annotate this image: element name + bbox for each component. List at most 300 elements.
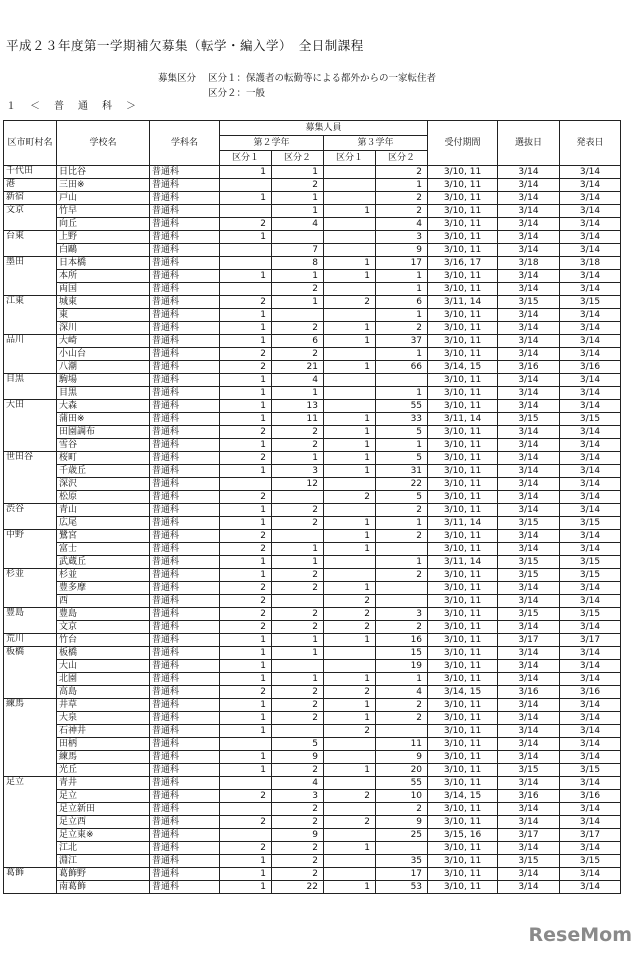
table-row bbox=[4, 192, 621, 205]
cell-g2-kubun1: 2 bbox=[220, 621, 272, 634]
cell-announce: 3/14 bbox=[560, 387, 621, 400]
cell-g2-kubun1 bbox=[220, 205, 272, 218]
cell-school: 向丘 bbox=[57, 218, 150, 231]
cell-selection: 3/15 bbox=[498, 413, 560, 426]
table-row bbox=[4, 725, 621, 738]
cell-city: 文京 bbox=[4, 205, 57, 231]
cell-g3-kubun1: 1 bbox=[324, 543, 376, 556]
cell-g2-kubun2 bbox=[272, 595, 324, 608]
cell-reception: 3/10, 11 bbox=[428, 855, 498, 868]
cell-selection: 3/14 bbox=[498, 491, 560, 504]
cell-announce: 3/15 bbox=[560, 569, 621, 582]
cell-g3-kubun2: 1 bbox=[376, 270, 428, 283]
cell-selection: 3/15 bbox=[498, 855, 560, 868]
cell-reception: 3/10, 11 bbox=[428, 751, 498, 764]
cell-g3-kubun1: 1 bbox=[324, 322, 376, 335]
cell-reception: 3/10, 11 bbox=[428, 634, 498, 647]
cell-school: 足立西 bbox=[57, 816, 150, 829]
cell-reception: 3/10, 11 bbox=[428, 205, 498, 218]
cell-g2-kubun2: 2 bbox=[272, 322, 324, 335]
cell-course: 普通科 bbox=[150, 881, 220, 894]
cell-g3-kubun2: 16 bbox=[376, 634, 428, 647]
cell-g3-kubun2: 2 bbox=[376, 621, 428, 634]
cell-selection: 3/14 bbox=[498, 270, 560, 283]
cell-selection: 3/16 bbox=[498, 361, 560, 374]
cell-g3-kubun1: 1 bbox=[324, 712, 376, 725]
cell-g2-kubun1: 1 bbox=[220, 569, 272, 582]
cell-selection: 3/14 bbox=[498, 842, 560, 855]
page-title: 平成２３年度第一学期補欠募集（転学・編入学） 全日制課程 bbox=[6, 38, 364, 53]
cell-course: 普通科 bbox=[150, 569, 220, 582]
cell-school: 田柄 bbox=[57, 738, 150, 751]
cell-g3-kubun1: 1 bbox=[324, 699, 376, 712]
cell-school: 戸山 bbox=[57, 192, 150, 205]
cell-course: 普通科 bbox=[150, 218, 220, 231]
cell-school: 文京 bbox=[57, 621, 150, 634]
cell-g2-kubun2: 11 bbox=[272, 413, 324, 426]
cell-g2-kubun1: 1 bbox=[220, 192, 272, 205]
cell-school: 西 bbox=[57, 595, 150, 608]
cell-g2-kubun1: 1 bbox=[220, 413, 272, 426]
cell-g3-kubun1: 1 bbox=[324, 465, 376, 478]
cell-g2-kubun2: 2 bbox=[272, 582, 324, 595]
cell-city: 品川 bbox=[4, 335, 57, 374]
header-selection: 選抜日 bbox=[498, 121, 560, 166]
table-row bbox=[4, 309, 621, 322]
cell-g3-kubun1 bbox=[324, 569, 376, 582]
cell-g2-kubun1: 2 bbox=[220, 790, 272, 803]
cell-g3-kubun2: 1 bbox=[376, 348, 428, 361]
table-row bbox=[4, 283, 621, 296]
cell-g2-kubun2: 4 bbox=[272, 374, 324, 387]
cell-selection: 3/14 bbox=[498, 205, 560, 218]
cell-selection: 3/15 bbox=[498, 296, 560, 309]
cell-school: 杉並 bbox=[57, 569, 150, 582]
cell-announce: 3/16 bbox=[560, 686, 621, 699]
cell-g3-kubun1: 2 bbox=[324, 790, 376, 803]
table-row bbox=[4, 400, 621, 413]
cell-announce: 3/14 bbox=[560, 868, 621, 881]
cell-course: 普通科 bbox=[150, 634, 220, 647]
cell-announce: 3/14 bbox=[560, 881, 621, 894]
cell-reception: 3/14, 15 bbox=[428, 686, 498, 699]
cell-g2-kubun2: 1 bbox=[272, 192, 324, 205]
cell-selection: 3/14 bbox=[498, 582, 560, 595]
table-row bbox=[4, 270, 621, 283]
category-2 bbox=[158, 85, 265, 99]
cell-selection: 3/14 bbox=[498, 868, 560, 881]
table-row bbox=[4, 426, 621, 439]
table-row bbox=[4, 556, 621, 569]
header-city: 区市町村名 bbox=[4, 121, 57, 166]
cell-school: 深沢 bbox=[57, 478, 150, 491]
cell-course: 普通科 bbox=[150, 764, 220, 777]
cell-school: 竹早 bbox=[57, 205, 150, 218]
cell-announce: 3/14 bbox=[560, 309, 621, 322]
cell-course: 普通科 bbox=[150, 829, 220, 842]
cell-reception: 3/10, 11 bbox=[428, 712, 498, 725]
cell-g3-kubun2: 3 bbox=[376, 231, 428, 244]
cell-city: 渋谷 bbox=[4, 504, 57, 530]
cell-g2-kubun1: 1 bbox=[220, 465, 272, 478]
cell-g2-kubun2: 9 bbox=[272, 829, 324, 842]
table-row bbox=[4, 881, 621, 894]
table-row bbox=[4, 218, 621, 231]
cell-g3-kubun2 bbox=[376, 543, 428, 556]
cell-selection: 3/14 bbox=[498, 595, 560, 608]
cell-g2-kubun2: 2 bbox=[272, 686, 324, 699]
cell-announce: 3/15 bbox=[560, 556, 621, 569]
cell-course: 普通科 bbox=[150, 439, 220, 452]
table-row bbox=[4, 348, 621, 361]
cell-g3-kubun2: 55 bbox=[376, 777, 428, 790]
header-grade2: 第２学年 bbox=[220, 136, 324, 151]
cell-announce: 3/16 bbox=[560, 361, 621, 374]
cell-course: 普通科 bbox=[150, 738, 220, 751]
header-grade3: 第３学年 bbox=[324, 136, 428, 151]
cell-reception: 3/10, 11 bbox=[428, 764, 498, 777]
cell-announce: 3/14 bbox=[560, 504, 621, 517]
cell-selection: 3/14 bbox=[498, 803, 560, 816]
cell-course: 普通科 bbox=[150, 309, 220, 322]
cell-announce: 3/18 bbox=[560, 257, 621, 270]
cell-selection: 3/14 bbox=[498, 335, 560, 348]
cell-g2-kubun1: 2 bbox=[220, 543, 272, 556]
cell-g2-kubun1: 1 bbox=[220, 374, 272, 387]
cell-reception: 3/10, 11 bbox=[428, 400, 498, 413]
cell-g3-kubun1: 1 bbox=[324, 842, 376, 855]
cell-selection: 3/15 bbox=[498, 569, 560, 582]
cell-announce: 3/14 bbox=[560, 595, 621, 608]
cell-school: 上野 bbox=[57, 231, 150, 244]
cell-course: 普通科 bbox=[150, 699, 220, 712]
cell-g3-kubun2: 31 bbox=[376, 465, 428, 478]
cell-selection: 3/14 bbox=[498, 322, 560, 335]
category-label: 募集区分 bbox=[158, 73, 197, 84]
cell-g2-kubun2: 2 bbox=[272, 426, 324, 439]
cell-g2-kubun2: 9 bbox=[272, 751, 324, 764]
category-2-text: 区分２：一般 bbox=[208, 88, 266, 99]
cell-g2-kubun2 bbox=[272, 491, 324, 504]
table-row bbox=[4, 504, 621, 517]
cell-g3-kubun2 bbox=[376, 374, 428, 387]
cell-g3-kubun2: 22 bbox=[376, 478, 428, 491]
cell-g2-kubun1: 1 bbox=[220, 699, 272, 712]
cell-reception: 3/10, 11 bbox=[428, 166, 498, 179]
cell-announce: 3/14 bbox=[560, 426, 621, 439]
cell-g2-kubun2: 2 bbox=[272, 712, 324, 725]
cell-school: 光丘 bbox=[57, 764, 150, 777]
cell-course: 普通科 bbox=[150, 595, 220, 608]
cell-course: 普通科 bbox=[150, 166, 220, 179]
cell-course: 普通科 bbox=[150, 192, 220, 205]
cell-selection: 3/14 bbox=[498, 673, 560, 686]
cell-announce: 3/14 bbox=[560, 205, 621, 218]
cell-announce: 3/14 bbox=[560, 842, 621, 855]
cell-school: 青井 bbox=[57, 777, 150, 790]
cell-g3-kubun2 bbox=[376, 595, 428, 608]
cell-g3-kubun1: 1 bbox=[324, 582, 376, 595]
cell-g3-kubun1: 1 bbox=[324, 413, 376, 426]
table-row bbox=[4, 387, 621, 400]
cell-school: 練馬 bbox=[57, 751, 150, 764]
cell-course: 普通科 bbox=[150, 556, 220, 569]
cell-school: 葛飾野 bbox=[57, 868, 150, 881]
cell-g3-kubun1 bbox=[324, 166, 376, 179]
table-row bbox=[4, 647, 621, 660]
cell-g2-kubun1: 2 bbox=[220, 530, 272, 543]
table-row bbox=[4, 491, 621, 504]
table-row bbox=[4, 179, 621, 192]
cell-course: 普通科 bbox=[150, 686, 220, 699]
cell-reception: 3/10, 11 bbox=[428, 348, 498, 361]
cell-reception: 3/10, 11 bbox=[428, 621, 498, 634]
table-row bbox=[4, 530, 621, 543]
cell-g2-kubun1: 1 bbox=[220, 231, 272, 244]
cell-g3-kubun1: 2 bbox=[324, 686, 376, 699]
cell-g3-kubun2: 2 bbox=[376, 699, 428, 712]
cell-g2-kubun1: 2 bbox=[220, 816, 272, 829]
cell-city: 板橋 bbox=[4, 647, 57, 699]
header-g3-kubun2: 区分２ bbox=[376, 151, 428, 166]
header-g2-kubun1: 区分１ bbox=[220, 151, 272, 166]
cell-g3-kubun1: 2 bbox=[324, 725, 376, 738]
cell-school: 桜町 bbox=[57, 452, 150, 465]
cell-selection: 3/14 bbox=[498, 816, 560, 829]
cell-announce: 3/15 bbox=[560, 517, 621, 530]
cell-reception: 3/10, 11 bbox=[428, 530, 498, 543]
table-row bbox=[4, 478, 621, 491]
cell-g2-kubun2: 6 bbox=[272, 335, 324, 348]
table-row bbox=[4, 452, 621, 465]
cell-selection: 3/14 bbox=[498, 881, 560, 894]
table-row bbox=[4, 374, 621, 387]
cell-announce: 3/14 bbox=[560, 439, 621, 452]
cell-g2-kubun1 bbox=[220, 283, 272, 296]
cell-g3-kubun1: 1 bbox=[324, 634, 376, 647]
cell-reception: 3/10, 11 bbox=[428, 569, 498, 582]
cell-reception: 3/10, 11 bbox=[428, 660, 498, 673]
section-heading: １ ＜ 普 通 科 ＞ bbox=[6, 101, 138, 112]
cell-school: 東 bbox=[57, 309, 150, 322]
cell-city: 目黒 bbox=[4, 374, 57, 400]
cell-selection: 3/14 bbox=[498, 452, 560, 465]
cell-reception: 3/10, 11 bbox=[428, 231, 498, 244]
cell-selection: 3/14 bbox=[498, 231, 560, 244]
cell-g2-kubun2: 4 bbox=[272, 218, 324, 231]
cell-announce: 3/14 bbox=[560, 725, 621, 738]
cell-course: 普通科 bbox=[150, 621, 220, 634]
cell-g2-kubun2: 1 bbox=[272, 647, 324, 660]
cell-selection: 3/14 bbox=[498, 725, 560, 738]
cell-selection: 3/14 bbox=[498, 309, 560, 322]
cell-selection: 3/14 bbox=[498, 712, 560, 725]
cell-g3-kubun1 bbox=[324, 244, 376, 257]
cell-course: 普通科 bbox=[150, 777, 220, 790]
cell-g2-kubun1: 1 bbox=[220, 725, 272, 738]
cell-course: 普通科 bbox=[150, 257, 220, 270]
cell-announce: 3/14 bbox=[560, 803, 621, 816]
cell-school: 竹台 bbox=[57, 634, 150, 647]
table-row bbox=[4, 634, 621, 647]
cell-g2-kubun1 bbox=[220, 803, 272, 816]
header-g2-kubun2: 区分２ bbox=[272, 151, 324, 166]
cell-g3-kubun2: 37 bbox=[376, 335, 428, 348]
cell-reception: 3/10, 11 bbox=[428, 647, 498, 660]
cell-reception: 3/10, 11 bbox=[428, 803, 498, 816]
cell-course: 普通科 bbox=[150, 504, 220, 517]
cell-g2-kubun2 bbox=[272, 660, 324, 673]
cell-selection: 3/14 bbox=[498, 387, 560, 400]
cell-g3-kubun2: 5 bbox=[376, 491, 428, 504]
cell-g3-kubun2: 1 bbox=[376, 439, 428, 452]
cell-g3-kubun2: 2 bbox=[376, 712, 428, 725]
cell-school: 松原 bbox=[57, 491, 150, 504]
cell-announce: 3/14 bbox=[560, 400, 621, 413]
cell-city: 葛飾 bbox=[4, 868, 57, 894]
cell-city: 江東 bbox=[4, 296, 57, 335]
cell-selection: 3/14 bbox=[498, 244, 560, 257]
cell-school: 石神井 bbox=[57, 725, 150, 738]
cell-city: 荒川 bbox=[4, 634, 57, 647]
cell-selection: 3/17 bbox=[498, 829, 560, 842]
cell-g2-kubun1: 2 bbox=[220, 426, 272, 439]
cell-announce: 3/14 bbox=[560, 218, 621, 231]
cell-announce: 3/14 bbox=[560, 673, 621, 686]
cell-g2-kubun1: 2 bbox=[220, 842, 272, 855]
cell-school: 鷺宮 bbox=[57, 530, 150, 543]
cell-school: 白鷗 bbox=[57, 244, 150, 257]
cell-selection: 3/15 bbox=[498, 556, 560, 569]
cell-course: 普通科 bbox=[150, 270, 220, 283]
cell-g2-kubun2: 2 bbox=[272, 621, 324, 634]
cell-g2-kubun2: 2 bbox=[272, 517, 324, 530]
table-row bbox=[4, 803, 621, 816]
cell-school: 城東 bbox=[57, 296, 150, 309]
cell-school: 青山 bbox=[57, 504, 150, 517]
cell-course: 普通科 bbox=[150, 374, 220, 387]
cell-reception: 3/10, 11 bbox=[428, 218, 498, 231]
cell-g2-kubun2: 21 bbox=[272, 361, 324, 374]
cell-g3-kubun2: 1 bbox=[376, 179, 428, 192]
cell-g3-kubun1 bbox=[324, 738, 376, 751]
cell-g3-kubun1 bbox=[324, 803, 376, 816]
cell-school: 淵江 bbox=[57, 855, 150, 868]
cell-course: 普通科 bbox=[150, 426, 220, 439]
cell-announce: 3/14 bbox=[560, 322, 621, 335]
cell-g3-kubun2: 66 bbox=[376, 361, 428, 374]
table-row bbox=[4, 335, 621, 348]
cell-reception: 3/10, 11 bbox=[428, 738, 498, 751]
cell-g3-kubun1: 1 bbox=[324, 270, 376, 283]
cell-g3-kubun2: 11 bbox=[376, 738, 428, 751]
table-row bbox=[4, 712, 621, 725]
cell-course: 普通科 bbox=[150, 647, 220, 660]
cell-school: 広尾 bbox=[57, 517, 150, 530]
cell-g2-kubun2: 2 bbox=[272, 608, 324, 621]
cell-announce: 3/14 bbox=[560, 283, 621, 296]
table-row bbox=[4, 751, 621, 764]
cell-g2-kubun1: 1 bbox=[220, 517, 272, 530]
cell-selection: 3/15 bbox=[498, 517, 560, 530]
cell-g2-kubun2: 1 bbox=[272, 296, 324, 309]
cell-reception: 3/10, 11 bbox=[428, 673, 498, 686]
cell-announce: 3/14 bbox=[560, 465, 621, 478]
cell-g2-kubun1: 1 bbox=[220, 751, 272, 764]
cell-g2-kubun2: 2 bbox=[272, 868, 324, 881]
cell-reception: 3/11, 14 bbox=[428, 556, 498, 569]
cell-g2-kubun2: 1 bbox=[272, 673, 324, 686]
cell-reception: 3/15, 16 bbox=[428, 829, 498, 842]
cell-reception: 3/14, 15 bbox=[428, 790, 498, 803]
cell-g3-kubun2: 35 bbox=[376, 855, 428, 868]
cell-course: 普通科 bbox=[150, 231, 220, 244]
cell-course: 普通科 bbox=[150, 725, 220, 738]
cell-announce: 3/15 bbox=[560, 608, 621, 621]
cell-reception: 3/10, 11 bbox=[428, 699, 498, 712]
cell-g3-kubun1 bbox=[324, 868, 376, 881]
cell-g2-kubun1 bbox=[220, 777, 272, 790]
cell-g3-kubun1 bbox=[324, 829, 376, 842]
cell-g2-kubun2: 2 bbox=[272, 348, 324, 361]
cell-g3-kubun2: 9 bbox=[376, 244, 428, 257]
cell-school: 三田※ bbox=[57, 179, 150, 192]
category-1-text: 区分１：保護者の転勤等による都外からの一家転住者 bbox=[208, 73, 437, 84]
cell-city: 新宿 bbox=[4, 192, 57, 205]
cell-g3-kubun2: 3 bbox=[376, 608, 428, 621]
table-row bbox=[4, 868, 621, 881]
cell-selection: 3/14 bbox=[498, 465, 560, 478]
cell-g3-kubun1: 1 bbox=[324, 361, 376, 374]
cell-g3-kubun1 bbox=[324, 192, 376, 205]
cell-g2-kubun1: 2 bbox=[220, 361, 272, 374]
cell-school: 江北 bbox=[57, 842, 150, 855]
cell-city: 中野 bbox=[4, 530, 57, 569]
cell-g2-kubun1: 2 bbox=[220, 296, 272, 309]
cell-reception: 3/10, 11 bbox=[428, 881, 498, 894]
cell-g3-kubun2: 4 bbox=[376, 686, 428, 699]
cell-g2-kubun1: 1 bbox=[220, 504, 272, 517]
cell-reception: 3/10, 11 bbox=[428, 452, 498, 465]
cell-g3-kubun2: 53 bbox=[376, 881, 428, 894]
cell-school: 千歳丘 bbox=[57, 465, 150, 478]
cell-g3-kubun1 bbox=[324, 400, 376, 413]
cell-reception: 3/10, 11 bbox=[428, 270, 498, 283]
cell-g3-kubun1: 2 bbox=[324, 296, 376, 309]
cell-announce: 3/14 bbox=[560, 491, 621, 504]
cell-g3-kubun2: 15 bbox=[376, 647, 428, 660]
cell-reception: 3/10, 11 bbox=[428, 504, 498, 517]
cell-reception: 3/11, 14 bbox=[428, 413, 498, 426]
cell-g2-kubun1: 1 bbox=[220, 868, 272, 881]
table-row bbox=[4, 595, 621, 608]
cell-g2-kubun1 bbox=[220, 478, 272, 491]
cell-g2-kubun2: 2 bbox=[272, 283, 324, 296]
table-row bbox=[4, 816, 621, 829]
cell-reception: 3/10, 11 bbox=[428, 374, 498, 387]
cell-reception: 3/10, 11 bbox=[428, 777, 498, 790]
cell-g2-kubun2 bbox=[272, 309, 324, 322]
cell-selection: 3/14 bbox=[498, 738, 560, 751]
cell-reception: 3/10, 11 bbox=[428, 244, 498, 257]
cell-g2-kubun1: 1 bbox=[220, 387, 272, 400]
cell-announce: 3/14 bbox=[560, 179, 621, 192]
cell-g2-kubun2: 1 bbox=[272, 543, 324, 556]
cell-school: 両国 bbox=[57, 283, 150, 296]
cell-course: 普通科 bbox=[150, 530, 220, 543]
cell-g2-kubun2: 3 bbox=[272, 790, 324, 803]
cell-g3-kubun1 bbox=[324, 231, 376, 244]
